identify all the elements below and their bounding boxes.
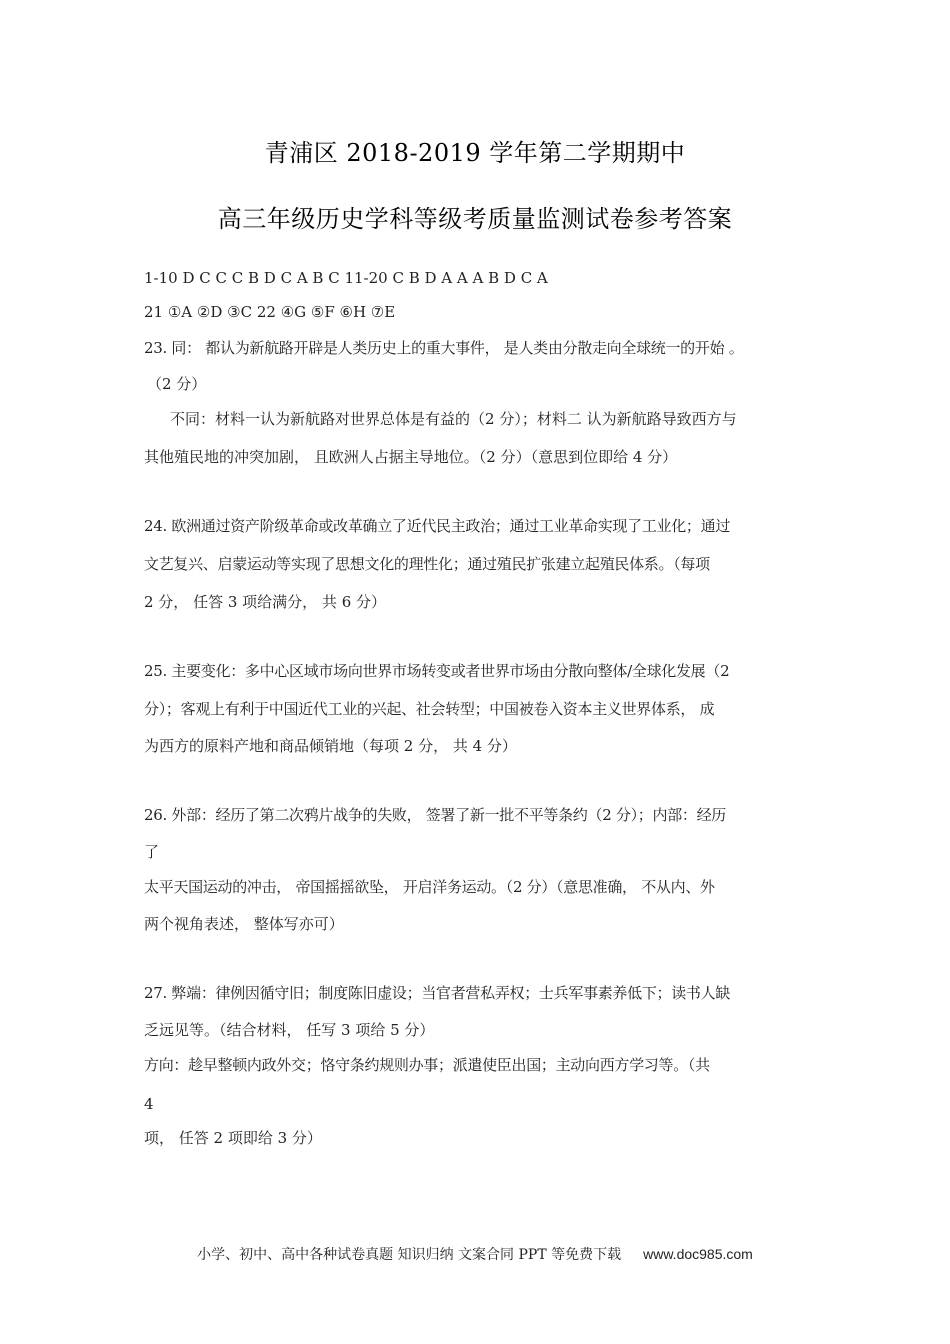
mc-answers-line2: 21 ①A ②D ③C 22 ④G ⑤F ⑥H ⑦E [144,303,396,321]
page-footer [0,1244,950,1264]
q26-line1: 26. 外部：经历了第二次鸦片战争的失败， 签署了新一批不平等条约（2 分）；内部：经历 [144,806,727,824]
q26-line3: 太平天国运动的冲击， 帝国摇摇欲坠， 开启洋务运动。（2 分）（意思准确， 不从内、外 [144,878,715,896]
q26-line4: 两个视角表述， 整体写亦可） [144,915,344,933]
q24-line3: 2 分， 任答 3 项给满分， 共 6 分） [144,593,387,611]
document-title-line1: 青浦区 2018-2019 学年第二学期期中 [264,139,686,167]
q27-line5: 项， 任答 2 项即给 3 分） [144,1129,322,1147]
q27-line3: 方向：趁早整顿内政外交；恪守条约规则办事；派遣使臣出国；主动向西方学习等。（共 [144,1056,710,1074]
q25-line3: 为西方的原料产地和商品倾销地（每项 2 分， 共 4 分） [144,737,517,755]
q26-line2: 了 [144,843,160,861]
q23-line2: （2 分） [147,375,207,393]
q27-line4: 4 [144,1095,154,1113]
q25-line2: 分）；客观上有利于中国近代工业的兴起、社会转型；中国被卷入资本主义世界体系， 成 [144,700,715,718]
q24-line2: 文艺复兴、启蒙运动等实现了思想文化的理性化；通过殖民扩张建立起殖民体系。（每项 [144,555,710,573]
footer-text: 小学、初中、高中各种试卷真题 知识归纳 文案合同 PPT 等免费下载 [197,1247,622,1263]
mc-answers-line1: 1-10 D C C C B D C A B C 11-20 C B D A A A B D C A [144,269,548,287]
footer-site-link[interactable]: www.doc985.com [643,1246,753,1262]
q23-line3: 不同：材料一认为新航路对世界总体是有益的（2 分）；材料二 认为新航路导致西方与 [170,410,737,428]
q24-line1: 24. 欧洲通过资产阶级革命或改革确立了近代民主政治；通过工业革命实现了工业化；通过 [144,517,731,535]
q23-line1: 23. 同： 都认为新航路开辟是人类历史上的重大事件， 是人类由分散走向全球统一的开始 。 [144,339,744,357]
q23-line4: 其他殖民地的冲突加剧， 且欧洲人占据主导地位。（2 分）（意思到位即给 4 分） [144,448,678,466]
q27-line2: 乏远见等。（结合材料， 任写 3 项给 5 分） [144,1021,435,1039]
document-title-line2: 高三年级历史学科等级考质量监测试卷参考答案 [217,205,733,233]
q27-line1: 27. 弊端：律例因循守旧；制度陈旧虚设；当官者营私弄权；士兵军事素养低下；读书人缺 [144,984,731,1002]
q25-line1: 25. 主要变化：多中心区域市场向世界市场转变或者世界市场由分散向整体/全球化发展（2 [144,662,730,680]
